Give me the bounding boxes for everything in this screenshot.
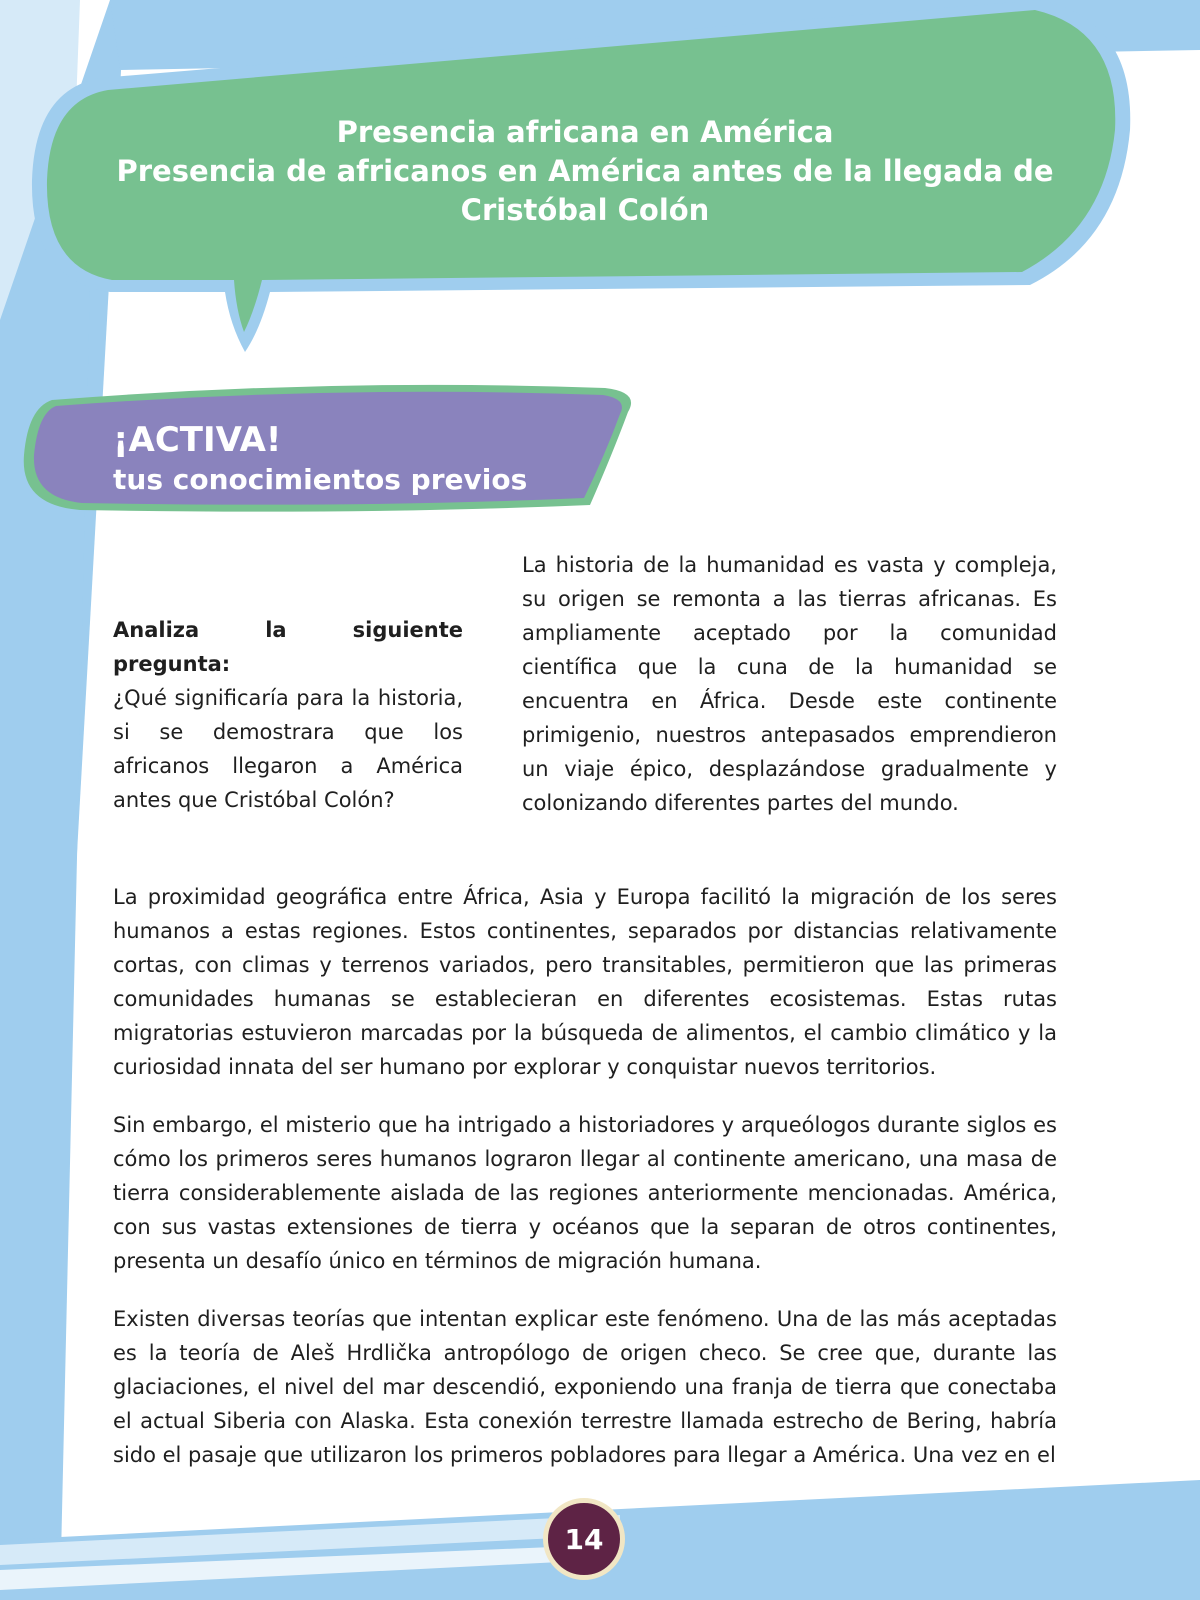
page-number-badge bbox=[543, 1498, 625, 1580]
title-line-1: Presencia africana en América bbox=[336, 115, 834, 149]
intro-paragraph: La historia de la humanidad es vasta y compleja, su origen se remonta a las tierras africanas. Es ampliamente aceptado por la comunidad científica que la cuna de la humanidad se encuentra en África. Desde este continente primigenio, nuestros antepasados emprendieron un viaje épico, desplazándose gradualmente y colonizando diferentes partes del mundo. bbox=[522, 553, 1057, 815]
page-title bbox=[80, 113, 1090, 230]
body-paragraph-3: Existen diversas teorías que intentan explicar este fenómeno. Una de las más aceptadas es la teoría de Aleš Hrdlička antropólogo de origen checo. Se cree que, durante las glaciaciones, el nivel del mar descendió, exponiendo una franja de tierra que conectaba el actual Siberia con Alaska. Esta conexión terrestre llamada estrecho de Bering, habría sido el pasaje que utilizaron los primeros pobladores para llegar a América. Una vez en el bbox=[113, 1307, 1057, 1467]
body-text bbox=[113, 880, 1057, 1496]
activa-subtitle: tus conocimientos previos bbox=[113, 463, 528, 496]
activa-heading bbox=[113, 418, 527, 498]
activa-title: ¡ACTIVA! bbox=[113, 420, 282, 460]
question-text: ¿Qué significaría para la historia, si se demostrara que los africanos llegaron a América antes que Cristóbal Colón? bbox=[113, 686, 463, 812]
page-number: 14 bbox=[564, 1522, 604, 1556]
question-heading: Analiza la siguiente pregunta: bbox=[113, 618, 463, 676]
title-line-2: Presencia de africanos en América antes de la llegada de bbox=[116, 154, 1054, 188]
question-block bbox=[113, 613, 463, 817]
body-paragraph-2: Sin embargo, el misterio que ha intrigado a historiadores y arqueólogos durante siglos es cómo los primeros seres humanos lograron llegar al continente americano, una masa de tierra considerablemente aislada de las regiones anteriormente mencionadas. América, con sus vastas extensiones de tierra y océanos que la separan de otros continentes, presenta un desafío único en términos de migración humana. bbox=[113, 1113, 1057, 1273]
body-paragraph-1: La proximidad geográfica entre África, Asia y Europa facilitó la migración de los seres humanos a estas regiones. Estos continentes, separados por distancias relativamente cortas, con climas y terrenos variados, pero transitables, permitieron que las primeras comunidades humanas se establecieran en diferentes ecosistemas. Estas rutas migratorias estuvieron marcadas por la búsqueda de alimentos, el cambio climático y la curiosidad innata del ser humano por explorar y conquistar nuevos territorios. bbox=[113, 885, 1057, 1079]
title-line-3: Cristóbal Colón bbox=[460, 193, 710, 227]
